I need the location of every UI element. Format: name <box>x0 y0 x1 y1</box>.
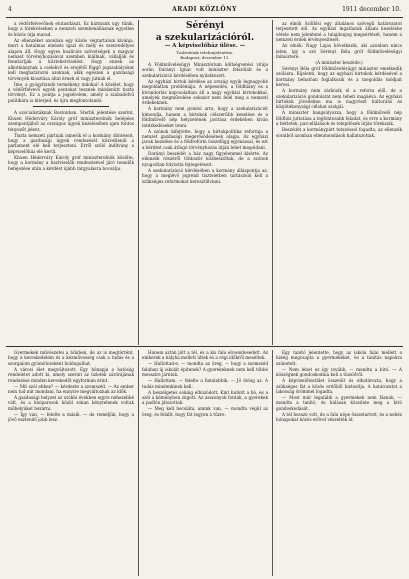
paragraph: Hanem aztán jött a tél, és a kis falu elcsendesedett. Az emberek a kályha mellett ültek és a régi időkről meséltek. <box>142 350 268 361</box>
column-divider <box>272 350 273 576</box>
section-divider <box>6 346 403 347</box>
paragraph: Beszédét a kormánypárt tetszéssel fogadta, az ellenzék soraiból azonban ellenmondások hallatszottak. <box>276 127 402 138</box>
paragraph: — Hallottad-e, — mondta az öreg, — hogy a szomszéd faluban új iskolát építenek? A gyerekeknek nem kell többé messzire járniuk. <box>142 361 268 378</box>
column-left <box>8 21 134 343</box>
paragraph: — Meg kell becsülni, amink van, — mondta végül az öreg, és felállt, hogy fát tegyen a tűzre. <box>142 406 268 417</box>
article-subtitle: — A képviselőház ülése. — <box>164 43 246 49</box>
paragraph: A tél hosszú volt, de a falu népe összetartott, és a nehéz hónapokat közös erővel vészelték át. <box>276 411 402 423</box>
paragraph: A gazdasági helyzet az utóbbi években egyre nehezebbé vált, és a kisiparosok közül sokan kénytelenek voltak műhelyüket bezárni. <box>8 395 134 411</box>
column-divider <box>138 350 139 576</box>
newspaper-title: ARADI KÖZLÖNY <box>172 6 237 13</box>
article-title-line2: a szekularizációról. <box>155 33 255 43</box>
paragraph: az elnök Szőllősi egy általános szövegű határozatot terjesztett elő. Az egyházi ingatlanok állami kezelésbe vétele nem jelentené a tulajdonjog megsértését, hanem a nemzeti érdek érvényesítését. <box>276 21 402 43</box>
feuilleton-column-right <box>276 350 402 576</box>
paragraph: A Földművelésügyi Minisztérium költségvetési vitája során Darányi Ignác volt miniszter felszólalt és a szekularizáció kérdésében nyilatkozott. <box>142 62 268 78</box>
paragraph: A miniszter hangsúlyozza, hogy a földművelő nép földhöz juttatása a legfontosabb feladat, és erre a kormány a bérletek, parcellázások és telepítések útján törekszik. <box>276 110 402 127</box>
paragraph: Darányi beszédét a ház nagy figyelemmel kísérte. Az ellenzék részéről többször közbeszóltak, de a szónok nyugodtan folytatta fejtegetéseit. <box>142 150 268 167</box>
column-divider <box>138 20 139 345</box>
paragraph: A szónok kifejtette, hogy a birtokpolitika reformja a nemzet gazdasági megerősödésének alapja. Az egyházi javak kezelése és a földreform összefügg egymással, és ezt a kérdést csak átfogó törvényhozás útján lehet megoldani. <box>142 128 268 150</box>
paragraph: Sérényi Béla gróf földművelésügyi miniszter emelkedik szólásra. Kijelenti, hogy az egyházi birtokok kérdésével a kormány behatóan foglalkozik és a megoldás módjait keresi. <box>276 66 402 88</box>
paragraph: a védőrfelvevőnek elutasítását. Ez hármunk úgy tűnik, hogy a törekvéseken a nemzeti szembenállásnak egyetlen és közös útja marad. <box>8 21 134 37</box>
paragraph: A szekularizáció kérdésében a kormány álláspontja az, hogy a meglévő jogrend tiszteletben tartásával kell a szükséges reformokat keresztülvinni. <box>142 167 268 184</box>
paragraph: A városi élet megváltozott. Egy hónapja a hatóság rendeletet adott ki, amely szerint az üzletek zárórájának rendezése minden kereskedőt egyformán érint. <box>8 366 134 383</box>
paragraph: Gyermekek művészetei a bűnben, de az is megtörtént, hogy a kereskedelem és a kézművesség csak a tudás és a szorgalom gyümölcseként boldogulhat. <box>8 350 134 366</box>
paragraph: — Nem lehet ez így tovább, — mondta a bíró. — A községnek gondoskodnia kell a tüzelőről. <box>276 366 402 378</box>
paragraph: Egy tanító jelentette, hogy az iskola falai mellett a hideg megcsapta a gyermekeket, és a tanítás napokra szünetelt. <box>276 350 402 366</box>
paragraph: Khuen Héderváry Károly gróf miniszterelnök közölte, hogy a kormány a tisztviselők rendezésével járó teendők befejezése után a kérdést újabb tárgyalásra bocsátja. <box>8 154 134 171</box>
paragraph: A kormány nem zárkózik el a reform elől, de a szekularizáció gondolatát nem teheti magáévá. Az egyházi birtokok jövedelme ma is nagyrészt kulturális és közjótékonysági célokat szolgál. <box>276 88 402 110</box>
article-title: Sérényi <box>186 21 224 31</box>
column-right <box>276 21 402 343</box>
paragraph: — Most már legalább a gyermekek nem fáznak, — mondta a tanító, és hálásan köszönte meg a bíró gondoskodását. <box>276 395 402 411</box>
paragraph: A szocialistáknak Bostonban. Sterbli jelentése szerint, Khuen Héderváry Károly gróf miniszterelnök belépése szempontjából az országos ügyek kezelésében igen fontos tényezőt jelent. <box>8 110 134 132</box>
paragraph: — Hallottam, — felelte a fiatalabbik. — Jó dolog az. A tudás mindenkinek kell. <box>142 378 268 389</box>
feuilleton-column-middle <box>142 350 268 576</box>
page-number: 4 <box>8 6 12 13</box>
paragraph: A képviselőtestület összeült és elhatározta, hogy a szükséges fát a közös erdőből biztosítja. A határozatot a lakosság örömmel fogadta. <box>276 378 402 395</box>
issue-date: 1911 december 10. <box>342 6 401 13</box>
paragraph: A beszélgetés sokáig elhúzódott. Kint hullott a hó, és a szél a kéményben zúgott. Az asszonyok fontak, a gyerekek a padlón játszottak. <box>142 389 268 406</box>
paragraph: A kormány nem gondol arra, hogy a szekularizációt kimondja, hanem a birtokok célszerűbb kezelése és a földművelő nép helyzetének javítása érdekében kíván intézkedéseket tenni. <box>142 106 268 128</box>
column-divider <box>272 20 273 345</box>
paragraph: Az egyházi birtok kérdése az ország egyik legnagyobb megoldatlan problémája. A népesedés, a földhiány és a kivándorlás kapcsolatban áll a nagy egyházi birtokokkal, amelyek megművelése sokszor nem felel meg a nemzeti érdekeknek. <box>142 78 268 106</box>
paragraph: Az ellenzéket azonban egy közös végtartalom kívánja, mert a hatalmas elnézés igazi és mély és szenvedélyes alapon áll. Hogy egyes koalíciós szövetségek a magyar nemzet törvényhozásával szemben kiállnak, vállalják és fenntartják a közteherviselést. Hogy ennek az alkotmánynak a cselekvő és erejétől függő jogszabályokat kell meghatározni azoknak, akik egészen a gazdasági törvények kiosztása által érnek el vagy jutnak el. <box>8 37 134 81</box>
divider-short <box>33 106 109 107</box>
article-dateline: Budapest, december 11. <box>180 55 230 60</box>
paragraph: — Mit szól ehhez? — kérdezte a szomszéd. — Az ember nem tud mit mondani, ha ennyire megváltoznak az idők. <box>8 383 134 395</box>
page-header <box>6 5 403 18</box>
feuilleton-column-left <box>8 350 134 576</box>
paragraph: Íme, a gyógyítandó termékeny indokai! A közélet, hogy a védőrfelvevő egyéb pontokat tesznek mindenütt tiszta törvényt. Ez a pontja a jogsérelem, amely a szabadelvű politikára is kiterjed, és újra megfontolandó. <box>8 81 134 103</box>
section-heading: (A miniszter beszéde.) <box>315 60 363 66</box>
article-byline: Tudósítónk telefonjelentése. <box>176 50 234 55</box>
paragraph: — Így van, — felelte a másik, — de reméljük, hogy a jövő esztendő jobb lesz. <box>8 411 134 423</box>
paragraph: Tiszta nemzeti pártnak ismerik el a kormány döntéseit, hogy a gazdasági ügyek rendezését közvetlenül a parlament elé kell terjeszteni. Erről szóló indítvány a képviselőház elé kerül. <box>8 132 134 154</box>
column-middle <box>142 19 268 343</box>
paragraph: Az elnök: Nagy Lajos következik, aki azonban nincs jelen, így a szó Sérényi Béla gróf földművelésügyi miniszteré. <box>276 43 402 60</box>
